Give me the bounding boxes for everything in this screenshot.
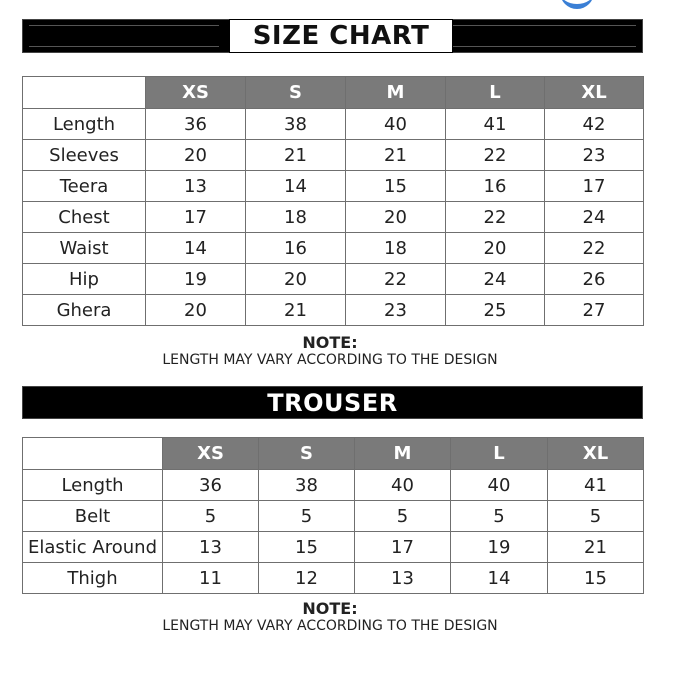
table-cell: 14 <box>246 171 346 202</box>
table-cell: 17 <box>545 171 644 202</box>
column-header: XL <box>548 438 644 470</box>
row-label: Ghera <box>23 295 146 326</box>
header-corner-cell <box>23 77 146 109</box>
table-cell: 14 <box>451 563 548 594</box>
column-header: XS <box>163 438 259 470</box>
table-row <box>23 470 644 501</box>
table-cell: 40 <box>451 470 548 501</box>
table-cell: 21 <box>548 532 644 563</box>
table-cell: 22 <box>346 264 446 295</box>
table-cell: 18 <box>346 233 446 264</box>
table-cell: 40 <box>346 109 446 140</box>
size-chart-note <box>0 334 660 369</box>
table-cell: 16 <box>446 171 545 202</box>
table-cell: 16 <box>246 233 346 264</box>
table-cell: 5 <box>163 501 259 532</box>
table-cell: 24 <box>545 202 644 233</box>
logo-fragment <box>560 0 594 9</box>
table-cell: 36 <box>163 470 259 501</box>
table-cell: 38 <box>246 109 346 140</box>
table-cell: 5 <box>355 501 451 532</box>
table-cell: 5 <box>548 501 644 532</box>
table-cell: 41 <box>446 109 545 140</box>
trouser-table <box>22 437 644 594</box>
table-row <box>23 109 644 140</box>
table-row <box>23 295 644 326</box>
table-cell: 17 <box>355 532 451 563</box>
note-text: LENGTH MAY VARY ACCORDING TO THE DESIGN <box>162 352 498 368</box>
table-cell: 11 <box>163 563 259 594</box>
table-row <box>23 171 644 202</box>
row-label: Sleeves <box>23 140 146 171</box>
table-cell: 21 <box>246 140 346 171</box>
table-row <box>23 501 644 532</box>
table-cell: 20 <box>146 295 246 326</box>
table-cell: 18 <box>246 202 346 233</box>
banner-decor-right <box>443 25 636 47</box>
table-cell: 19 <box>451 532 548 563</box>
table-row <box>23 563 644 594</box>
table-cell: 36 <box>146 109 246 140</box>
row-label: Teera <box>23 171 146 202</box>
table-row <box>23 264 644 295</box>
table-cell: 17 <box>146 202 246 233</box>
table-cell: 19 <box>146 264 246 295</box>
column-header: S <box>246 77 346 109</box>
column-header: L <box>451 438 548 470</box>
trouser-title: TROUSER <box>267 388 398 417</box>
table-cell: 21 <box>246 295 346 326</box>
row-label: Chest <box>23 202 146 233</box>
row-label: Length <box>23 109 146 140</box>
row-label: Elastic Around <box>23 532 163 563</box>
table-cell: 13 <box>355 563 451 594</box>
table-cell: 22 <box>446 202 545 233</box>
banner-decor-left <box>29 25 219 47</box>
table-cell: 13 <box>146 171 246 202</box>
table-cell: 5 <box>259 501 355 532</box>
row-label: Waist <box>23 233 146 264</box>
row-label: Thigh <box>23 563 163 594</box>
column-header: M <box>346 77 446 109</box>
column-header: L <box>446 77 545 109</box>
column-header: M <box>355 438 451 470</box>
table-cell: 24 <box>446 264 545 295</box>
table-cell: 38 <box>259 470 355 501</box>
note-text: LENGTH MAY VARY ACCORDING TO THE DESIGN <box>162 618 498 634</box>
size-chart-table <box>22 76 644 326</box>
table-cell: 13 <box>163 532 259 563</box>
table-cell: 15 <box>346 171 446 202</box>
table-row <box>23 202 644 233</box>
table-cell: 22 <box>446 140 545 171</box>
table-cell: 20 <box>346 202 446 233</box>
table-cell: 14 <box>146 233 246 264</box>
table-cell: 23 <box>346 295 446 326</box>
table-cell: 5 <box>451 501 548 532</box>
table-row <box>23 233 644 264</box>
note-heading: NOTE: <box>302 333 358 352</box>
table-cell: 27 <box>545 295 644 326</box>
table-cell: 42 <box>545 109 644 140</box>
table-cell: 20 <box>146 140 246 171</box>
trouser-header-row <box>23 438 644 470</box>
row-label: Hip <box>23 264 146 295</box>
table-cell: 15 <box>259 532 355 563</box>
table-row <box>23 532 644 563</box>
table-cell: 26 <box>545 264 644 295</box>
table-cell: 23 <box>545 140 644 171</box>
table-cell: 15 <box>548 563 644 594</box>
size-chart-title: SIZE CHART <box>229 19 453 53</box>
column-header: XL <box>545 77 644 109</box>
row-label: Belt <box>23 501 163 532</box>
column-header: S <box>259 438 355 470</box>
column-header: XS <box>146 77 246 109</box>
table-cell: 21 <box>346 140 446 171</box>
table-cell: 12 <box>259 563 355 594</box>
table-cell: 25 <box>446 295 545 326</box>
table-cell: 22 <box>545 233 644 264</box>
note-heading: NOTE: <box>302 599 358 618</box>
size-chart-banner <box>22 19 643 53</box>
row-label: Length <box>23 470 163 501</box>
table-cell: 41 <box>548 470 644 501</box>
table-cell: 20 <box>246 264 346 295</box>
table-cell: 20 <box>446 233 545 264</box>
table-row <box>23 140 644 171</box>
header-corner-cell <box>23 438 163 470</box>
trouser-note <box>0 600 660 635</box>
size-chart-header-row <box>23 77 644 109</box>
trouser-banner <box>22 386 643 419</box>
table-cell: 40 <box>355 470 451 501</box>
